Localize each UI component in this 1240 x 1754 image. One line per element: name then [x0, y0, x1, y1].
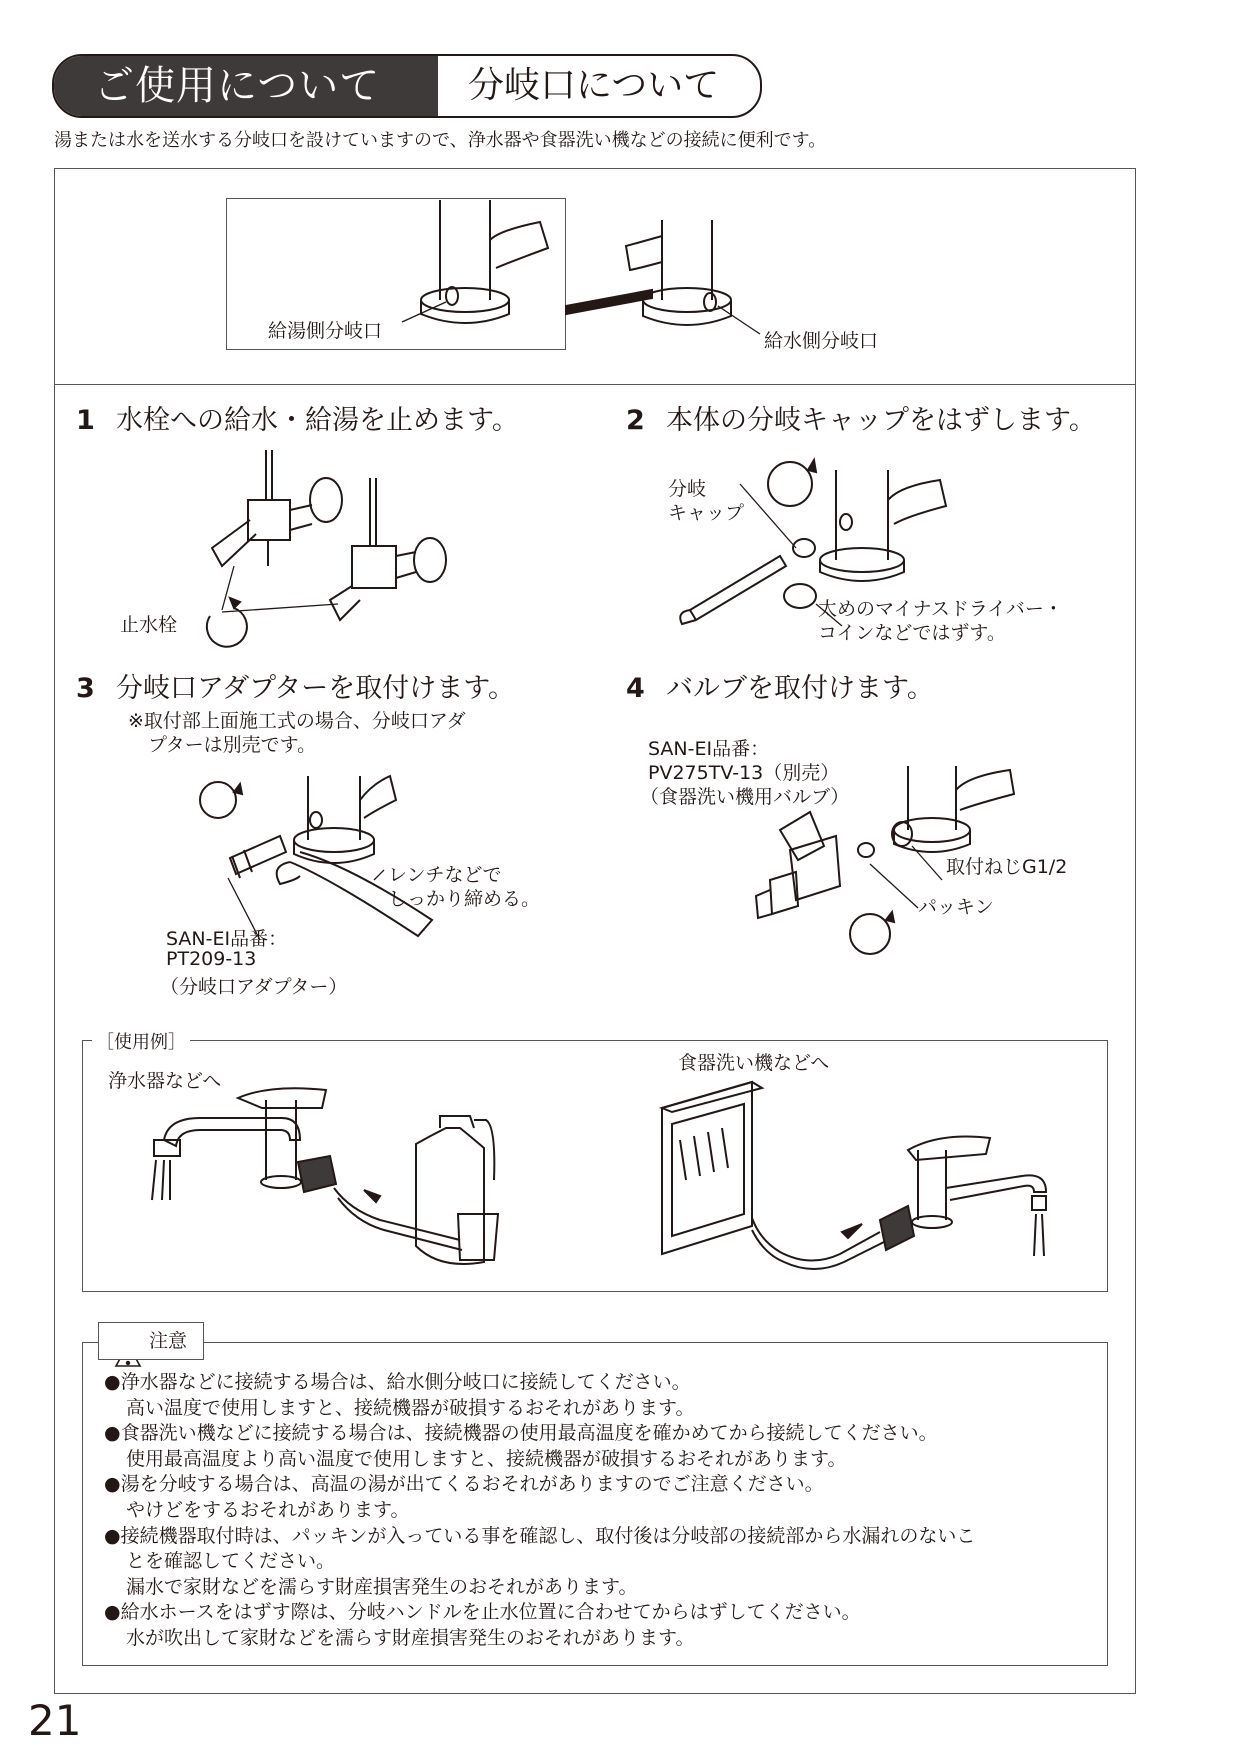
valve-part-line1: SAN-EI品番： — [648, 738, 770, 760]
step-2-heading — [626, 398, 1096, 437]
adapter-part-line3: （分岐口アダプター） — [160, 976, 348, 998]
valve-part-line2: PV275TV-13（別売） — [648, 762, 840, 784]
step-1-number: 1 — [76, 405, 95, 436]
caution-item-3-detail: やけどをするおそれがあります。 — [126, 1498, 410, 1521]
caution-tag — [98, 1322, 204, 1360]
step-4-title: バルブを取付けます。 — [666, 673, 934, 704]
caution-item-4-detail-2: 漏水で家財などを濡らす財産損害発生のおそれがあります。 — [126, 1575, 638, 1598]
caution-list — [104, 1370, 975, 1652]
packing-label: パッキン — [918, 896, 994, 918]
page-number: 21 — [28, 1696, 82, 1745]
caution-item-1: ●浄水器などに接続する場合は、給水側分岐口に接続してください。 — [104, 1371, 691, 1393]
water-purifier-label: 浄水器などへ — [108, 1070, 222, 1092]
adapter-part-line2: PT209-13 — [166, 948, 257, 970]
step-2-title: 本体の分岐キャップをはずします。 — [666, 405, 1096, 436]
caution-item-5-detail: 水が吹出して家財などを濡らす財産損害発生のおそれがあります。 — [126, 1626, 695, 1649]
step-3-note-line1: ※取付部上面施工式の場合、分岐口アダ — [128, 710, 466, 732]
dishwasher-label: 食器洗い機などへ — [678, 1052, 830, 1074]
step-4-heading — [626, 666, 934, 705]
caution-item-4: ●接続機器取付時は、パッキンが入っている事を確認し、取付後は分岐部の接続部から水漏れのないこ — [104, 1524, 976, 1547]
caution-item-3: ●湯を分岐する場合は、高温の湯が出てくるおそれがありますのでご注意ください。 — [104, 1473, 824, 1496]
wrench-label-line1: レンチなどで — [388, 864, 502, 886]
adapter-part-line1: SAN-EI品番： — [166, 928, 288, 950]
step-3-title: 分岐口アダプターを取付けます。 — [116, 673, 516, 704]
intro-text: 湯または水を送水する分岐口を設けていますので、浄水器や食器洗い機などの接続に便利です。 — [54, 130, 827, 151]
caution-item-5: ●給水ホースをはずす際は、分岐ハンドルを止水位置に合わせてからはずしてください。 — [104, 1601, 861, 1624]
section-divider — [54, 384, 1136, 385]
usage-example-frame — [82, 1040, 1108, 1292]
hot-port-label: 給湯側分岐口 — [268, 320, 383, 342]
step-3-number: 3 — [76, 673, 95, 704]
caution-title: 注意 — [149, 1330, 188, 1352]
valve-part-line3: （食器洗い機用バルブ） — [640, 786, 850, 808]
step-3-note-line2: プターは別売です。 — [148, 734, 317, 756]
caution-item-2-detail: 使用最高温度より高い温度で使用しますと、接続機器が破損するおそれがあります。 — [126, 1447, 847, 1470]
usage-example-tag: ［使用例］ — [92, 1028, 190, 1054]
stop-valve-label: 止水栓 — [120, 614, 178, 636]
caution-item-1-detail: 高い温度で使用しますと、接続機器が破損するおそれがあります。 — [126, 1396, 695, 1419]
caution-item-4-detail-1: とを確認してください。 — [126, 1550, 336, 1573]
cold-port-label: 給水側分岐口 — [764, 330, 879, 352]
section-title: ご使用について — [54, 56, 438, 116]
step-1-title: 水栓への給水・給湯を止めます。 — [116, 405, 519, 436]
step-3-heading — [76, 666, 515, 705]
topic-title: 分岐口について — [468, 65, 720, 106]
thread-label: 取付ねじG1/2 — [946, 856, 1068, 878]
cap-label-line2: キャップ — [668, 502, 745, 524]
tool-label-line2: コインなどではずす。 — [818, 622, 1006, 644]
section-header — [52, 54, 762, 118]
wrench-label-line2: しっかり締める。 — [388, 888, 541, 910]
caution-item-2: ●食器洗い機などに接続する場合は、接続機器の使用最高温度を確かめてから接続してください。 — [104, 1422, 938, 1445]
step-2-number: 2 — [626, 405, 645, 436]
step-4-number: 4 — [626, 673, 645, 704]
step-1-heading — [76, 398, 519, 437]
cap-label-line1: 分岐 — [668, 478, 707, 500]
tool-label-line1: 太めのマイナスドライバー・ — [818, 598, 1063, 620]
